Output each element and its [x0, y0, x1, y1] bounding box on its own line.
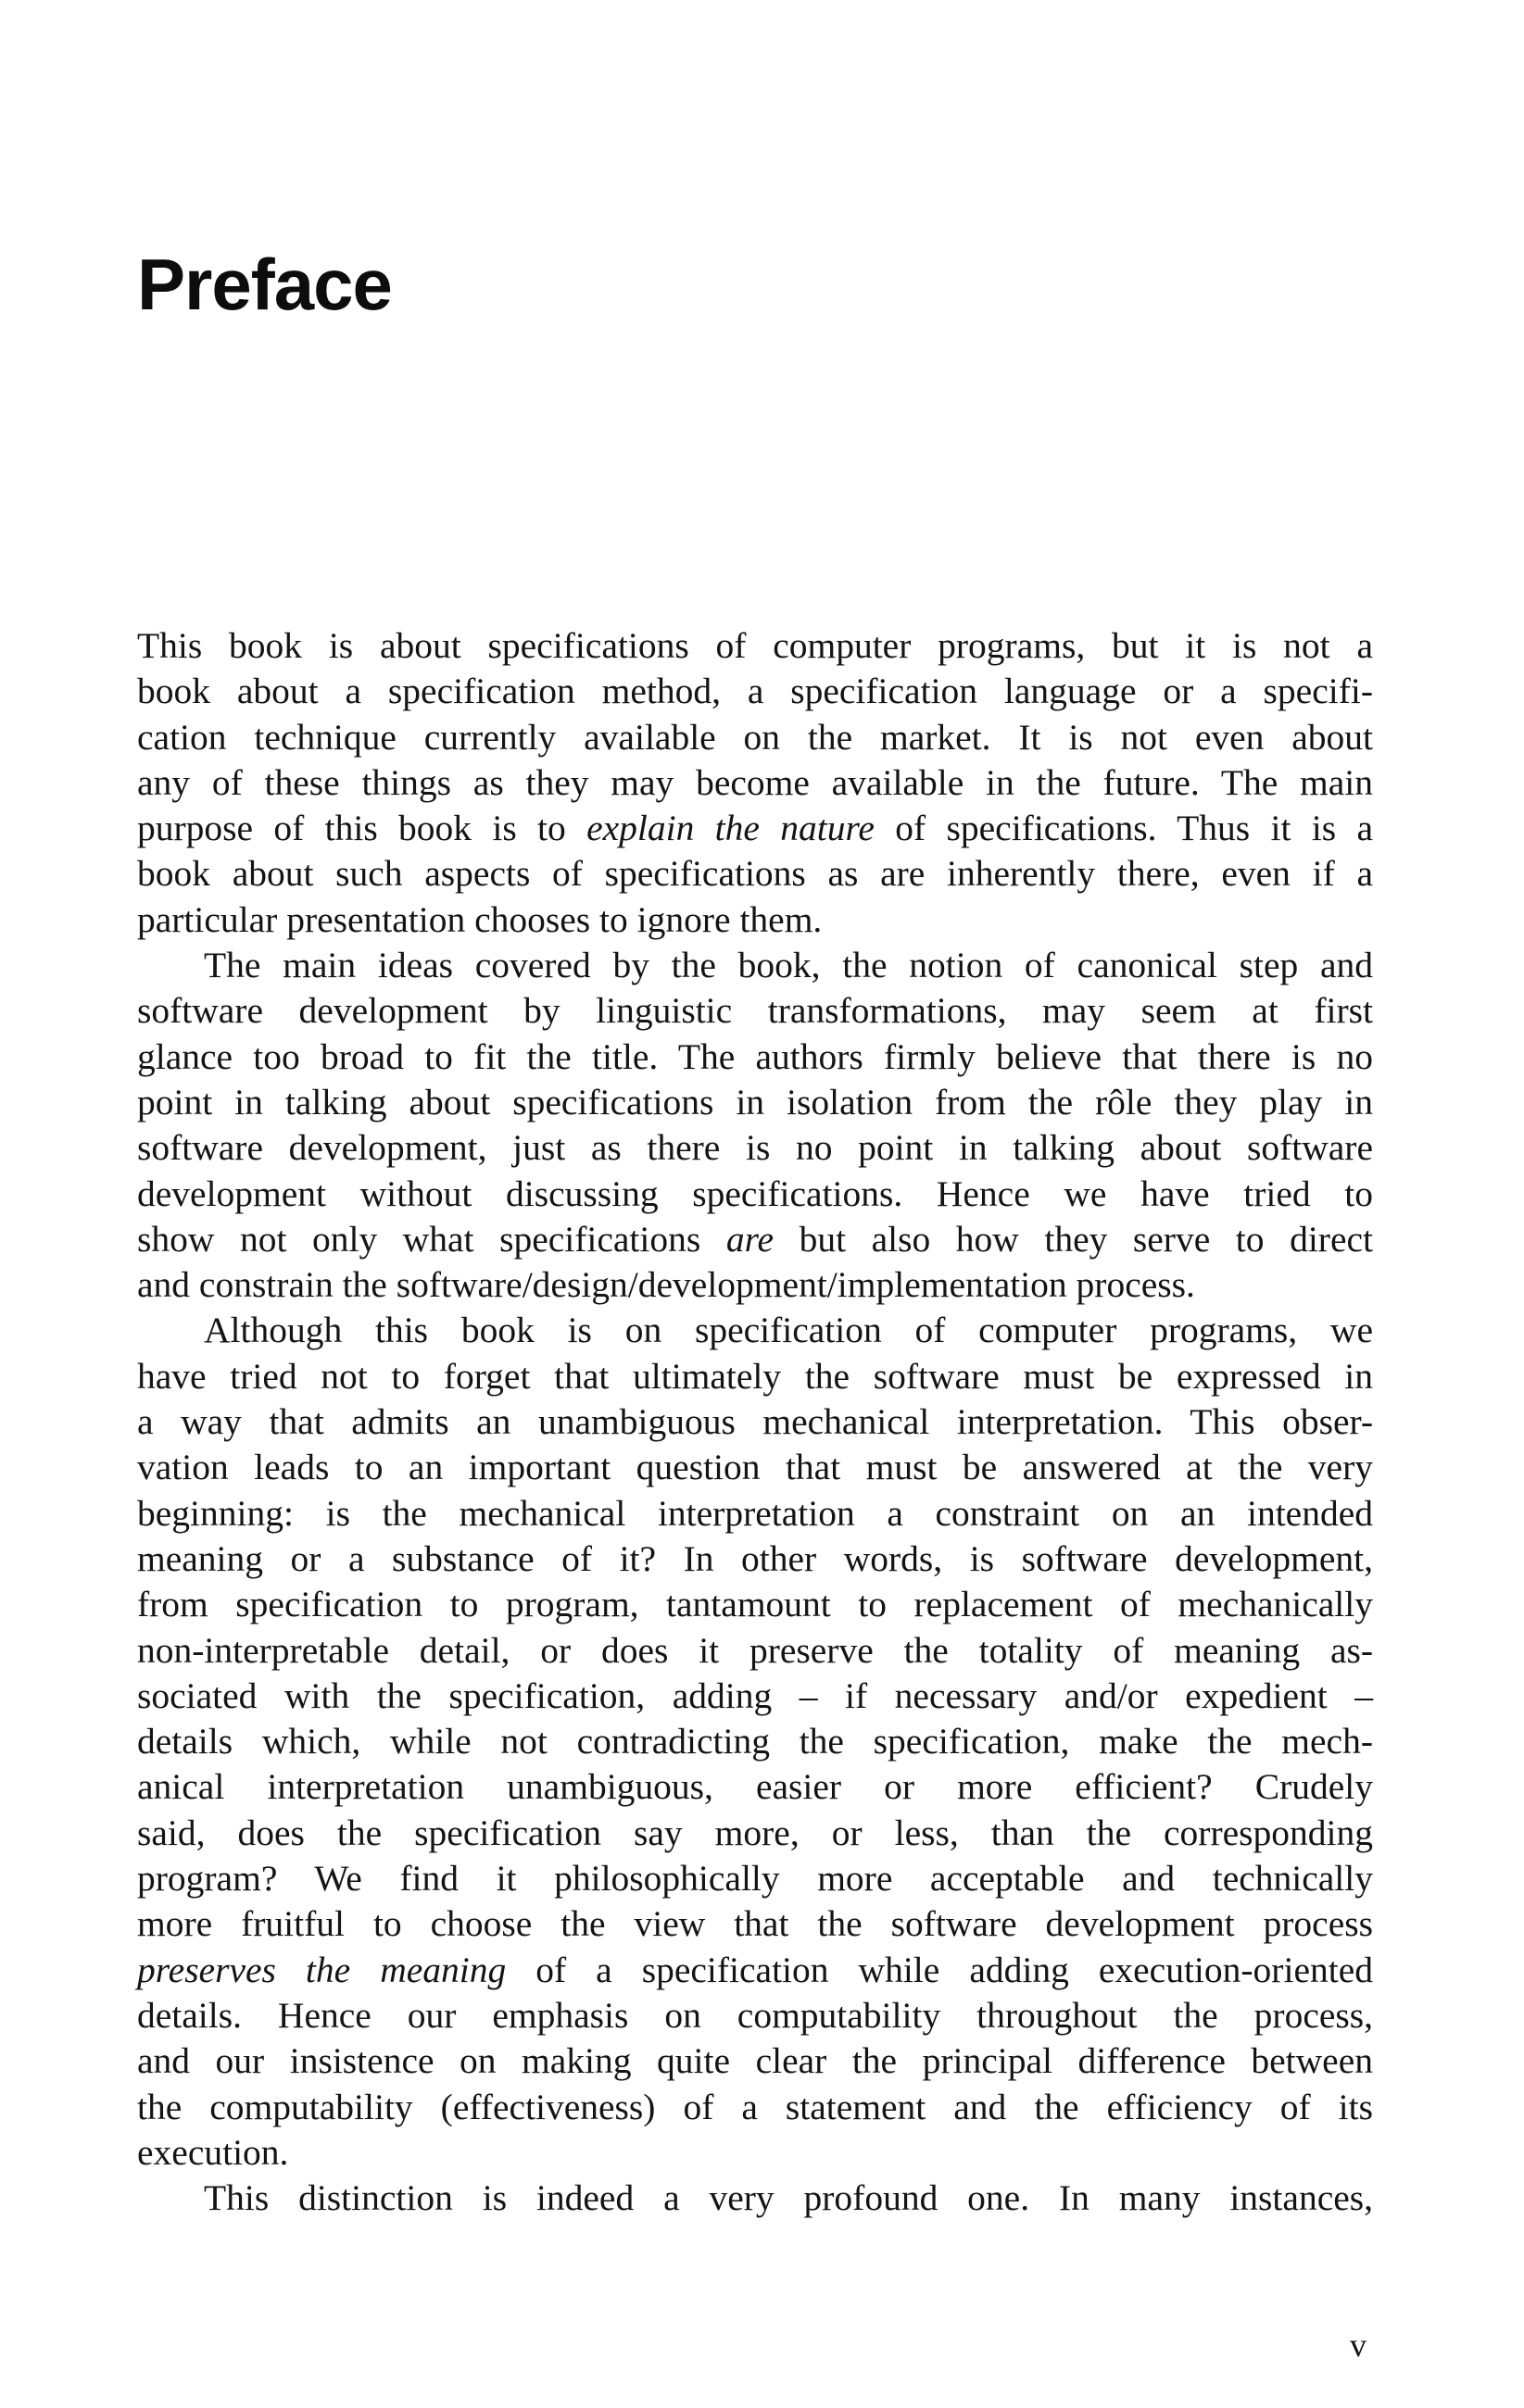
text-line: any of these things as they may become available in the future. The main [137, 761, 1373, 803]
text-line [137, 1217, 1373, 1262]
text-line [137, 806, 1373, 851]
text-line: The main ideas covered by the book, the notion of canonical step and [204, 945, 1373, 986]
text-line: particular presentation chooses to ignore them. [137, 898, 823, 940]
text-line [137, 1948, 1373, 1993]
text-run: of specifications. Thus it is a [874, 808, 1373, 849]
text-line: a way that admits an unambiguous mechanical interpretation. This obser- [137, 1401, 1373, 1443]
text-line: point in talking about specifications in isolation from the rôle they play in [137, 1081, 1373, 1122]
text-run: of a specification while adding execution-oriented [506, 1949, 1373, 1990]
text-line: software development, just as there is no point in talking about software [137, 1127, 1373, 1169]
text-line: book about a specification method, a specification language or a specifi- [137, 671, 1373, 712]
text-line: said, does the specification say more, or less, than the corresponding [137, 1812, 1373, 1853]
text-line: and our insistence on making quite clear the principal difference between [137, 2040, 1373, 2082]
text-run: purpose of this book is to [137, 808, 587, 849]
text-run: show not only what specifications [137, 1218, 726, 1260]
text-line: the computability (effectiveness) of a statement and the efficiency of its [137, 2086, 1373, 2127]
text-line: execution. [137, 2131, 289, 2173]
emphasis: preserves the meaning [137, 1949, 507, 1990]
page-number: v [1350, 2326, 1367, 2364]
chapter-title: Preface [137, 244, 392, 325]
text-line: details. Hence our emphasis on computability throughout the process, [137, 1994, 1373, 2036]
text-line: program? We find it philosophically more acceptable and technically [137, 1858, 1373, 1900]
text-line: non-interpretable detail, or does it preserve the totality of meaning as- [137, 1629, 1373, 1671]
text-line: beginning: is the mechanical interpretation a constraint on an intended [137, 1492, 1373, 1534]
text-line: vation leads to an important question that must be answered at the very [137, 1447, 1373, 1488]
text-line: glance too broad to fit the title. The authors firmly believe that there is no [137, 1035, 1373, 1077]
text-line: details which, while not contradicting the specification, make the mech- [137, 1721, 1373, 1762]
preface-body [137, 623, 1373, 2221]
paragraph [137, 623, 1373, 943]
text-line: software development by linguistic transformations, may seem at first [137, 990, 1373, 1032]
text-line: sociated with the specification, adding – if necessary and/or expedient – [137, 1674, 1373, 1716]
emphasis: explain the nature [586, 808, 875, 849]
text-run: but also how they serve to direct [774, 1218, 1373, 1260]
paragraph [137, 1308, 1373, 2176]
paragraph [137, 943, 1373, 1308]
text-line: This distinction is indeed a very profound one. In many instances, [204, 2177, 1373, 2219]
text-line: have tried not to forget that ultimately the software must be expressed in [137, 1355, 1373, 1397]
text-line: more fruitful to choose the view that the software development process [137, 1903, 1373, 1945]
text-line: development without discussing specifications. Hence we have tried to [137, 1173, 1373, 1214]
text-line: This book is about specifications of computer programs, but it is not a [137, 625, 1373, 666]
text-line: cation technique currently available on the market. It is not even about [137, 716, 1373, 758]
text-line: anical interpretation unambiguous, easier or more efficient? Crudely [137, 1766, 1373, 1808]
paragraph [137, 2176, 1373, 2221]
text-line: from specification to program, tantamount to replacement of mechanically [137, 1584, 1373, 1625]
text-line: Although this book is on specification of computer programs, we [204, 1310, 1373, 1351]
text-line: book about such aspects of specifications as are inherently there, even if a [137, 853, 1373, 895]
emphasis: are [725, 1218, 775, 1260]
text-line: and constrain the software/design/development/implementation process. [137, 1264, 1195, 1306]
text-line: meaning or a substance of it? In other words, is software development, [137, 1537, 1373, 1579]
